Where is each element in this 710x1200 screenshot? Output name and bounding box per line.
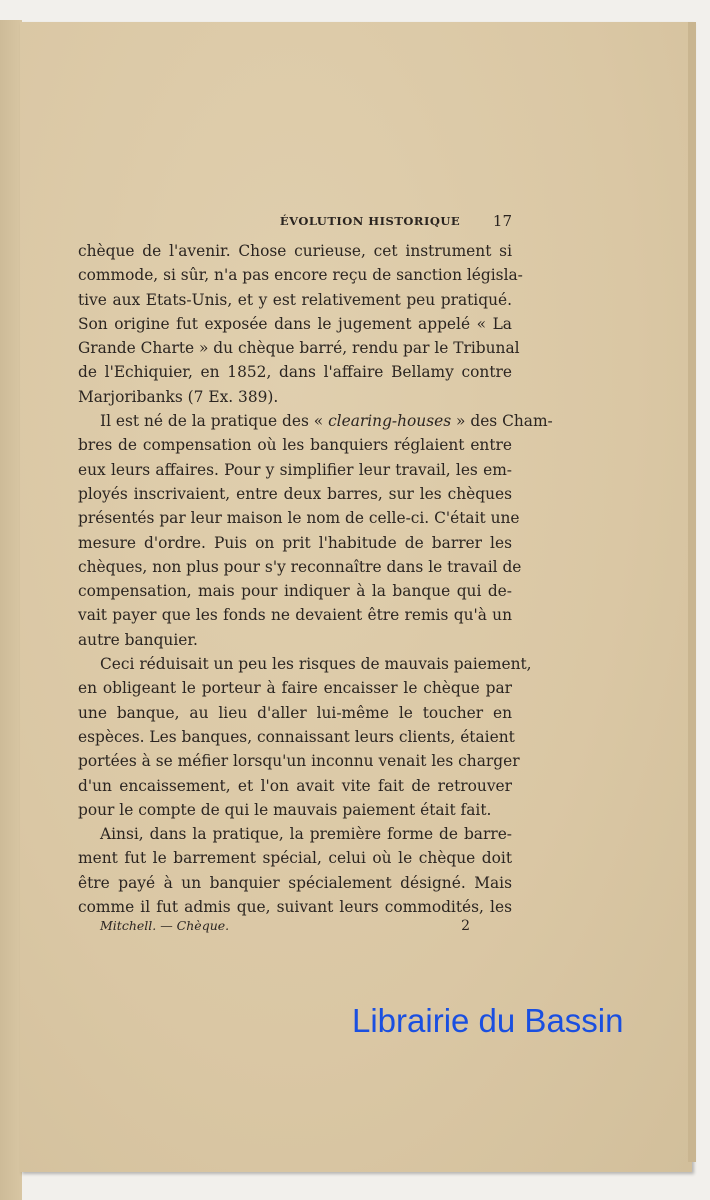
paragraph <box>78 409 553 652</box>
text-line: être payé à un banquier spécialement désigné. Mais <box>78 873 512 892</box>
text-line: Marjoribanks (7 Ex. 389). <box>78 387 279 406</box>
paragraph <box>78 652 532 822</box>
text-line: d'un encaissement, et l'on avait vite fait de retrouver <box>78 776 512 795</box>
text-line: présentés par leur maison le nom de celle-ci. C'était une <box>78 509 520 528</box>
text-line: Son origine fut exposée dans le jugement appelé « La <box>78 314 512 333</box>
watermark: Librairie du Bassin <box>352 1002 624 1039</box>
text-line: bres de compensation où les banquiers réglaient entre <box>78 436 512 455</box>
signature-mark: Mitchell. — Chèque. <box>100 918 230 933</box>
paragraph <box>78 822 512 919</box>
text-line: chèques, non plus pour s'y reconnaître dans le travail de <box>78 557 522 576</box>
text-line: ment fut le barrement spécial, celui où le chèque doit <box>78 849 512 868</box>
page-header <box>78 212 512 232</box>
sheet-number: 2 <box>461 918 470 934</box>
running-title: ÉVOLUTION HISTORIQUE <box>279 214 461 228</box>
paragraph <box>78 239 523 409</box>
text-line: espèces. Les banques, connaissant leurs clients, étaient <box>78 727 515 746</box>
text-line: portées à se méfier lorsqu'un inconnu venait les charger <box>78 752 520 771</box>
text-line: pour le compte de qui le mauvais paiement était fait. <box>78 800 492 819</box>
facing-page-edge <box>0 20 22 1200</box>
text-line: vait payer que les fonds ne devaient être remis qu'à un <box>78 606 512 625</box>
text-line: eux leurs affaires. Pour y simplifier leur travail, les em- <box>78 460 512 479</box>
text-line: commode, si sûr, n'a pas encore reçu de sanction législa- <box>78 266 523 285</box>
text-line: chèque de l'avenir. Chose curieuse, cet instrument si <box>78 242 512 260</box>
page-number: 17 <box>492 212 512 230</box>
text-line: Ceci réduisait un peu les risques de mauvais paiement, <box>100 655 532 674</box>
page-edge <box>688 22 696 1162</box>
text-line: une banque, au lieu d'aller lui-même le toucher en <box>78 703 512 722</box>
text-line: Ainsi, dans la pratique, la première forme de barre- <box>100 825 512 844</box>
text-line: en obligeant le porteur à faire encaisser le chèque par <box>78 679 512 698</box>
text-line: autre banquier. <box>78 630 198 649</box>
text-line: tive aux Etats-Unis, et y est relativement peu pratiqué. <box>78 290 512 309</box>
text-line: compensation, mais pour indiquer à la banque qui de- <box>78 582 512 601</box>
text-line: de l'Echiquier, en 1852, dans l'affaire Bellamy contre <box>78 363 512 382</box>
text-line: Il est né de la pratique des « clearing-houses » des Cham- <box>100 412 553 431</box>
text-line: mesure d'ordre. Puis on prit l'habitude de barrer les <box>78 533 512 552</box>
text-line: ployés inscrivaient, entre deux barres, sur les chèques <box>78 484 512 503</box>
text-line: Grande Charte » du chèque barré, rendu par le Tribunal <box>78 339 520 358</box>
body-text <box>78 239 553 919</box>
page-footer <box>100 918 470 933</box>
text-line: comme il fut admis que, suivant leurs commodités, les <box>78 898 512 917</box>
